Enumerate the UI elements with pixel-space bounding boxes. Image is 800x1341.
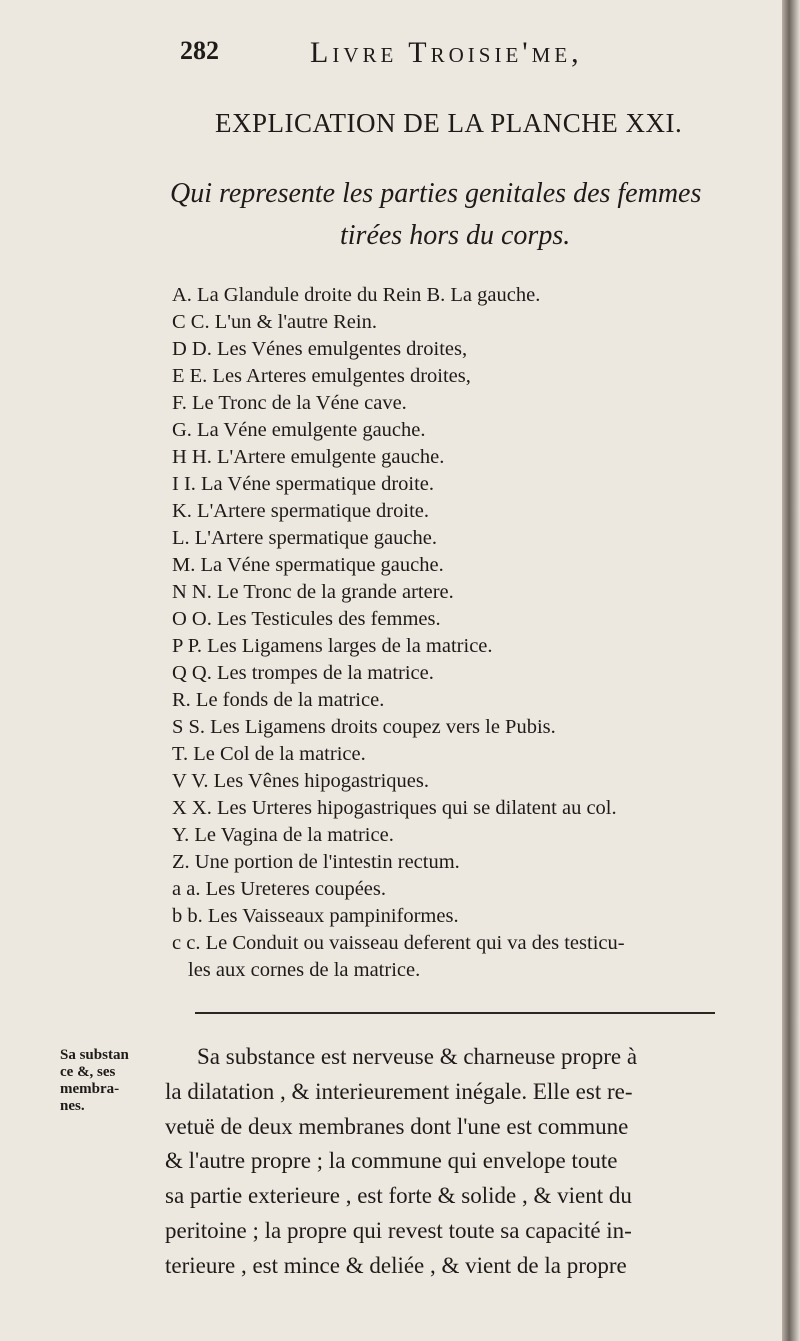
legend-item: Q Q. Les trompes de la matrice. (172, 662, 434, 684)
legend-item: a a. Les Ureteres coupées. (172, 878, 386, 900)
legend-item: E E. Les Arteres emulgentes droites, (172, 365, 471, 387)
section-divider (195, 1012, 715, 1014)
legend-item: V V. Les Vênes hipogastriques. (172, 770, 430, 792)
margin-note (60, 1047, 160, 1115)
body-line: la dilatation , & interieurement inégale. Elle est re- (165, 1078, 633, 1104)
body-line: & l'autre propre ; la commune qui envelope toute (165, 1148, 618, 1174)
plate-legend (172, 282, 772, 984)
legend-item: P P. Les Ligamens larges de la matrice. (172, 635, 493, 657)
page-number: 282 (180, 36, 219, 65)
body-paragraph (165, 1040, 765, 1284)
legend-item: Z. Une portion de l'intestin rectum. (172, 851, 460, 873)
legend-item: O O. Les Testicules des femmes. (172, 608, 441, 630)
legend-item: I I. La Véne spermatique droite. (172, 473, 435, 495)
legend-item: b b. Les Vaisseaux pampiniformes. (172, 905, 459, 927)
legend-item: H H. L'Artere emulgente gauche. (172, 446, 445, 468)
legend-item: c c. Le Conduit ou vaisseau deferent qui va des testicu- (172, 932, 625, 954)
legend-item: G. La Véne emulgente gauche. (172, 419, 426, 441)
legend-item-continuation: les aux cornes de la matrice. (188, 959, 421, 981)
legend-item: T. Le Col de la matrice. (172, 743, 366, 765)
legend-item: R. Le fonds de la matrice. (172, 689, 385, 711)
legend-item: M. La Véne spermatique gauche. (172, 554, 444, 576)
legend-item: N N. Le Tronc de la grande artere. (172, 581, 454, 603)
margin-note-line: nes. (60, 1098, 85, 1114)
body-line: sa partie exterieure , est forte & solide , & vient du (165, 1183, 632, 1209)
legend-item: K. L'Artere spermatique droite. (172, 500, 430, 522)
running-title: Livre Troisie'me, (310, 36, 583, 69)
body-line: vetuë de deux membranes dont l'une est commune (165, 1113, 629, 1139)
subtitle-line-2: tirées hors du corps. (340, 220, 571, 251)
margin-note-line: ce &, ses (60, 1064, 116, 1080)
body-line: peritoine ; la propre qui revest toute sa capacité in- (165, 1217, 632, 1243)
legend-item: A. La Glandule droite du Rein B. La gauche. (172, 284, 541, 306)
legend-item: C C. L'un & l'autre Rein. (172, 311, 377, 333)
legend-item: L. L'Artere spermatique gauche. (172, 527, 437, 549)
subtitle-line-1: Qui represente les parties genitales des femmes (170, 178, 702, 209)
legend-item: Y. Le Vagina de la matrice. (172, 824, 394, 846)
legend-item: F. Le Tronc de la Véne cave. (172, 392, 407, 414)
running-header (180, 36, 700, 76)
page-edge (782, 0, 800, 1341)
body-line: Sa substance est nerveuse & charneuse propre à (197, 1044, 638, 1069)
plate-title: EXPLICATION DE LA PLANCHE XXI. (215, 108, 683, 138)
legend-item: S S. Les Ligamens droits coupez vers le Pubis. (172, 716, 556, 738)
margin-note-line: membra- (60, 1081, 120, 1097)
legend-item: X X. Les Urteres hipogastriques qui se dilatent au col. (172, 797, 617, 819)
margin-note-line: Sa substan (60, 1047, 129, 1063)
legend-item: D D. Les Vénes emulgentes droites, (172, 338, 468, 360)
body-line: terieure , est mince & deliée , & vient de la propre (165, 1252, 627, 1278)
